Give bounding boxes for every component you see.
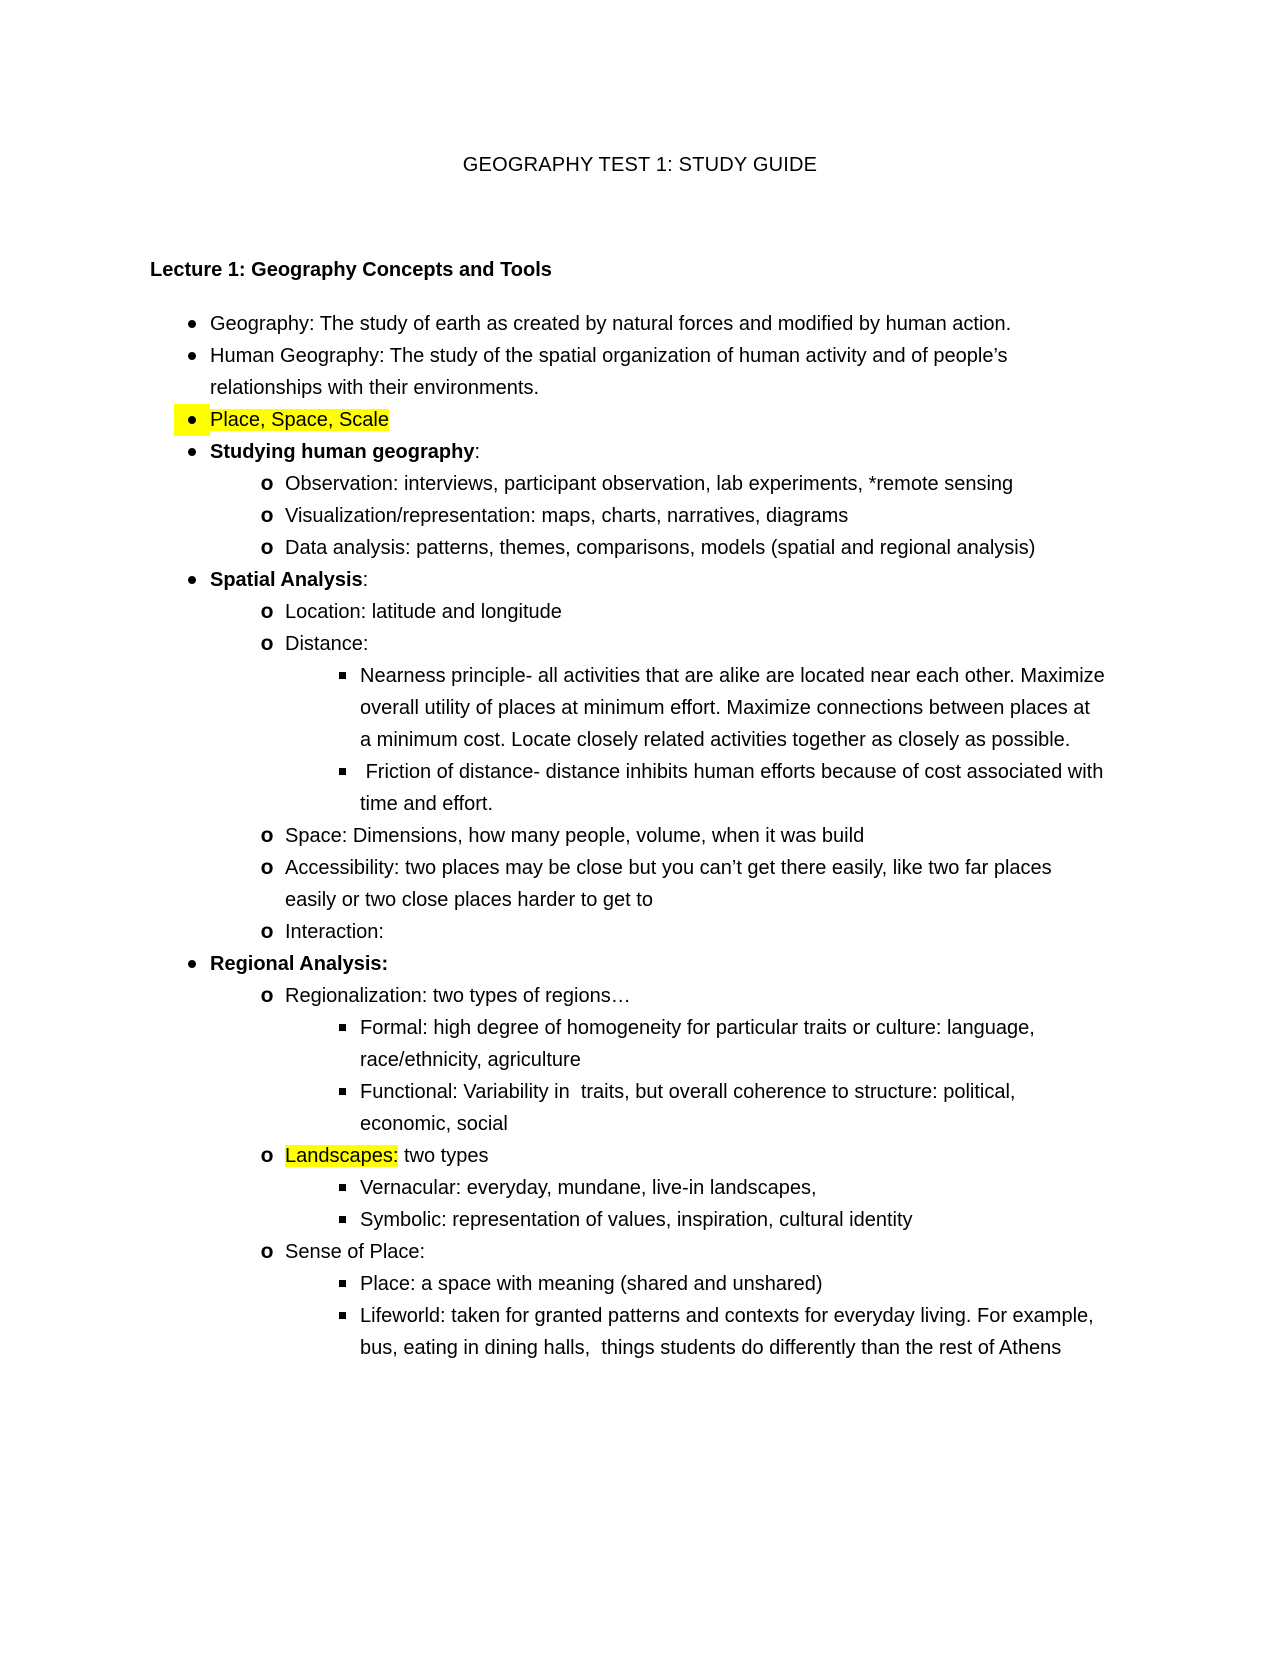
bullet-square-icon xyxy=(324,756,360,788)
list-item xyxy=(0,756,1280,820)
bullet-square-icon xyxy=(324,1204,360,1236)
item-colon: : xyxy=(362,569,369,591)
item-colon: : xyxy=(474,441,481,463)
bullet-circle-icon: o xyxy=(260,632,274,655)
list-item xyxy=(0,308,1280,340)
list-item xyxy=(0,468,1280,500)
item-text: Functional: Variability in traits, but overall coherence to structure: political, economic, social xyxy=(360,1081,1022,1135)
list-item xyxy=(0,916,1280,948)
item-text: Formal: high degree of homogeneity for particular traits or culture: language, race/ethnicity, agriculture xyxy=(360,1017,1035,1071)
item-text: Regionalization: two types of regions… xyxy=(285,985,631,1007)
item-text: Observation: interviews, participant observation, lab experiments, *remote sensing xyxy=(285,473,1014,495)
bullet-square-icon xyxy=(324,1076,360,1108)
list-item xyxy=(0,1076,1280,1140)
list-item xyxy=(0,1300,1280,1364)
bullet-circle-icon: o xyxy=(260,824,274,847)
item-rest: two types xyxy=(398,1145,489,1167)
item-text xyxy=(210,436,1105,468)
bullet-circle-icon: o xyxy=(260,504,274,527)
item-text xyxy=(210,564,1105,596)
list-item xyxy=(0,1012,1280,1076)
bullet-square-icon xyxy=(324,1172,360,1204)
list-item-highlighted xyxy=(0,404,1280,436)
item-label: Studying human geography xyxy=(210,441,475,463)
item-text: Interaction: xyxy=(285,921,384,943)
bullet-circle-icon: o xyxy=(260,536,274,559)
item-text: Sense of Place: xyxy=(285,1241,426,1263)
bullet-circle-icon: o xyxy=(260,856,274,879)
bullet-square-icon xyxy=(324,1300,360,1332)
bullet-circle-icon: o xyxy=(260,1144,274,1167)
list-item xyxy=(0,596,1280,628)
item-text-wrapper xyxy=(210,404,1105,436)
list-item xyxy=(0,820,1280,852)
bullet-dot-icon xyxy=(174,948,210,980)
list-item xyxy=(0,340,1280,404)
item-text xyxy=(285,1140,1105,1172)
highlighted-text: Landscapes: xyxy=(285,1145,399,1167)
item-text xyxy=(210,948,1105,980)
item-text: Lifeworld: taken for granted patterns and contexts for everyday living. For example, bus, eating in dining halls, things students do differently than the rest of Athens xyxy=(360,1305,1100,1359)
item-text: Data analysis: patterns, themes, comparisons, models (spatial and regional analysis) xyxy=(285,537,1036,559)
section-heading: Lecture 1: Geography Concepts and Tools xyxy=(150,259,552,281)
bullet-dot-icon xyxy=(174,404,210,436)
bullet-circle-icon: o xyxy=(260,920,274,943)
item-text: Space: Dimensions, how many people, volume, when it was build xyxy=(285,825,865,847)
bullet-square-icon xyxy=(324,660,360,692)
item-text: Geography: The study of earth as created by natural forces and modified by human action. xyxy=(210,313,1012,335)
bullet-circle-icon: o xyxy=(260,600,274,623)
bullet-dot-icon xyxy=(174,340,210,372)
item-text: Location: latitude and longitude xyxy=(285,601,562,623)
list-item xyxy=(0,1236,1280,1268)
bullet-circle-icon: o xyxy=(260,984,274,1007)
item-text: Vernacular: everyday, mundane, live-in landscapes, xyxy=(360,1177,817,1199)
bullet-dot-icon xyxy=(174,564,210,596)
item-text: Distance: xyxy=(285,633,369,655)
bullet-circle-icon: o xyxy=(260,472,274,495)
item-text: Accessibility: two places may be close but you can’t get there easily, like two far places easily or two close places harder to get to xyxy=(285,857,1052,911)
list-item xyxy=(0,660,1280,756)
list-item xyxy=(0,500,1280,532)
item-label: Spatial Analysis xyxy=(210,569,363,591)
list-item xyxy=(0,1268,1280,1300)
bullet-dot-icon xyxy=(174,436,210,468)
bullet-square-icon xyxy=(324,1268,360,1300)
bullet-square-icon xyxy=(324,1012,360,1044)
list-item xyxy=(0,628,1280,660)
list-item xyxy=(0,1204,1280,1236)
list-item xyxy=(0,852,1280,916)
item-text: Friction of distance- distance inhibits human efforts because of cost associated with time and effort. xyxy=(360,761,1109,815)
bullet-circle-icon: o xyxy=(260,1240,274,1263)
list-item xyxy=(0,436,1280,468)
list-item xyxy=(0,948,1280,980)
highlighted-text: Place, Space, Scale xyxy=(210,409,389,431)
list-item xyxy=(0,1140,1280,1172)
item-label: Regional Analysis: xyxy=(210,953,389,975)
list-item xyxy=(0,564,1280,596)
item-text: Visualization/representation: maps, charts, narratives, diagrams xyxy=(285,505,849,527)
list-item xyxy=(0,980,1280,1012)
list-item xyxy=(0,532,1280,564)
item-text: Symbolic: representation of values, inspiration, cultural identity xyxy=(360,1209,913,1231)
item-text: Place: a space with meaning (shared and unshared) xyxy=(360,1273,823,1295)
outline-list xyxy=(0,308,1280,1364)
item-text: Human Geography: The study of the spatial organization of human activity and of people’s relationships with their environments. xyxy=(210,345,1008,399)
list-item xyxy=(0,1172,1280,1204)
bullet-dot-icon xyxy=(174,308,210,340)
document-title: GEOGRAPHY TEST 1: STUDY GUIDE xyxy=(462,154,818,176)
item-text: Nearness principle- all activities that are alike are located near each other. Maximize overall utility of places at minimum effort. Maximize connections between places at a minimum cost. Locate closely related activities together as closely as possible. xyxy=(360,665,1105,751)
